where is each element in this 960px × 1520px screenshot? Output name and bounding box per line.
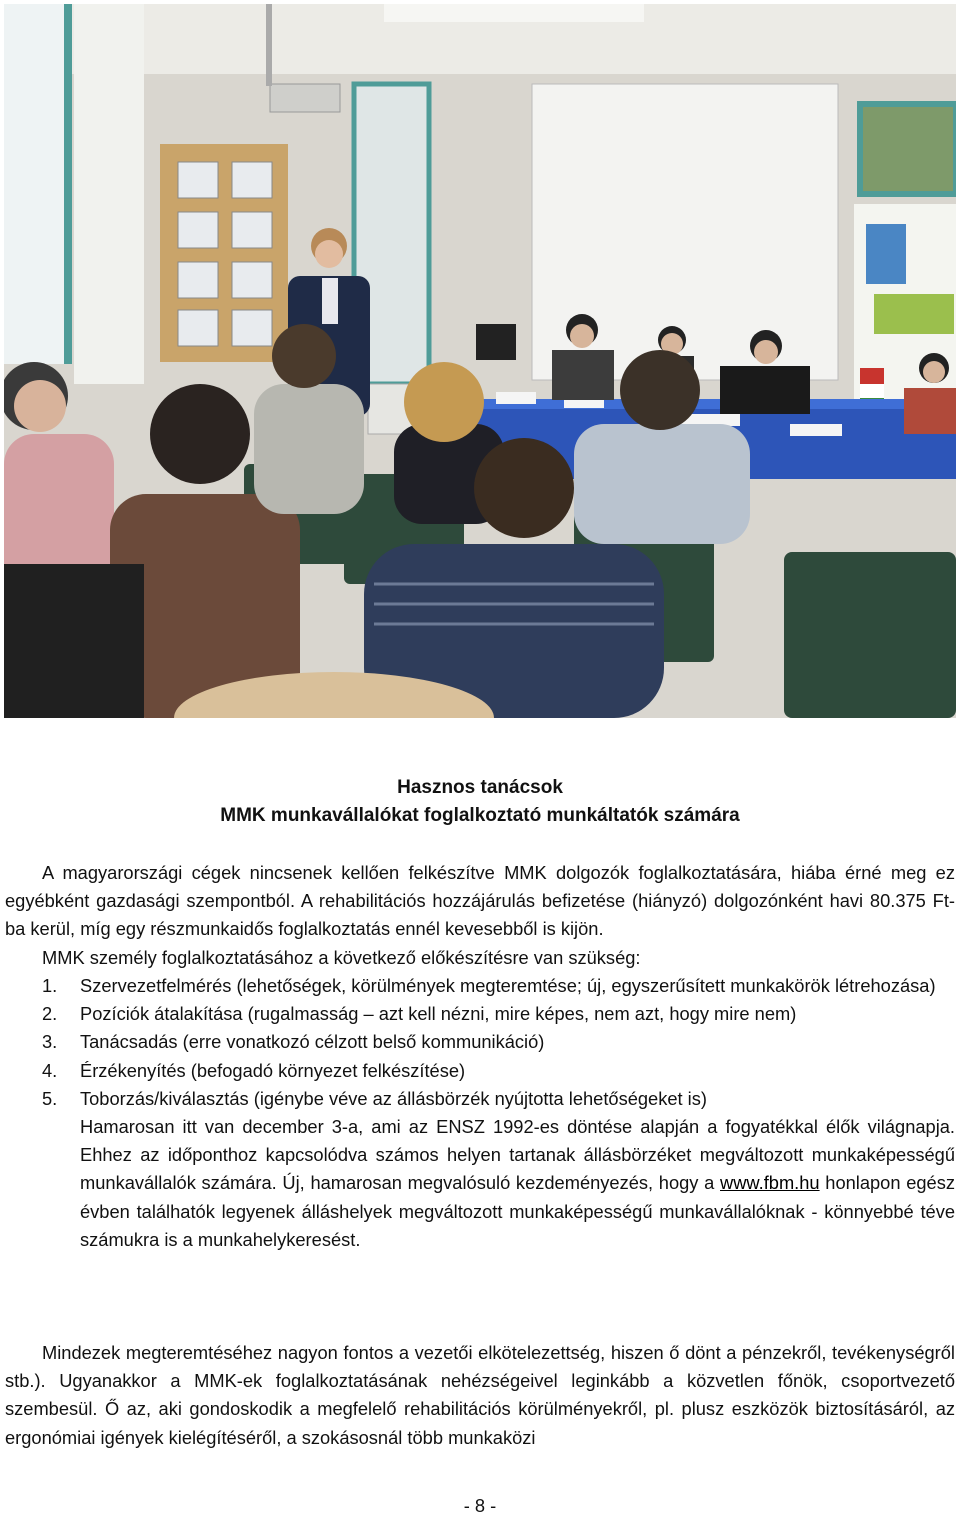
list-item bbox=[5, 1085, 955, 1254]
list-text: Tanácsadás (erre vonatkozó célzott belső kommunikáció) bbox=[80, 1031, 545, 1053]
page-number: - 8 - bbox=[463, 1495, 497, 1516]
list-number: 3. bbox=[42, 1031, 58, 1053]
item5-text-after-link: honlapon egész évben találhatók legyenek álláshelyek megváltozott munkaképességű munkavállalóknak - könnyebbé téve számukra is a munkahelykeresést. bbox=[80, 1172, 955, 1250]
list-item bbox=[5, 1057, 955, 1085]
list-text: Toborzás/kiválasztás (igénybe véve az állásbörzék nyújtotta lehetőségeket is) bbox=[80, 1087, 707, 1109]
list-text: Érzékenyítés (befogadó környezet felkészítése) bbox=[80, 1059, 466, 1081]
list-item bbox=[5, 1028, 955, 1056]
list-number: 1. bbox=[42, 975, 58, 996]
intro-paragraph bbox=[5, 859, 955, 972]
intro-text: A magyarországi cégek nincsenek kellően felkészítve MMK dolgozók foglalkoztatására, hiába érné meg ez egyébként gazdasági szempontból. A rehabilitációs hozzájárulás befizetése (hiányzó) dolgozónként havi 80.375 Ft-ba kerül, míg egy részmunkaidős foglalkoztatás ennél kevesebből is kijön. bbox=[5, 862, 955, 940]
list-item bbox=[5, 972, 955, 1000]
item5-extra-paragraph bbox=[80, 1113, 955, 1254]
heading-line-1: Hasznos tanácsok bbox=[397, 777, 563, 798]
conference-photo bbox=[4, 4, 956, 718]
list-text: Pozíciók átalakítása (rugalmasság – azt kell nézni, mire képes, nem azt, hogy mire nem) bbox=[80, 1003, 797, 1025]
list-number: 2. bbox=[42, 1003, 58, 1025]
heading-line-2: MMK munkavállalókat foglalkoztató munkáltatók számára bbox=[220, 805, 740, 826]
closing-paragraph: Mindezek megteremtéséhez nagyon fontos a vezetői elkötelezettség, hiszen ő dönt a pénzekről, tevékenységről stb.). Ugyanakkor a MMK-ek foglalkoztatásának nehézségeivel leginkább a közvetlen főnök, csoportvezető szembesül. Ő az, aki gondoskodik a megfelelő rehabilitációs körülményekről, pl. plusz eszközök biztosításáról, az ergonómiai igények kielégítéséről, a szokásosnál több munkaközi bbox=[5, 1342, 955, 1448]
list-text: Szervezetfelmérés (lehetőségek, körülmények megteremtése; új, egyszerűsített munkakörök létrehozása) bbox=[80, 975, 936, 996]
list-item bbox=[5, 1000, 955, 1028]
fbm-website-link[interactable]: www.fbm.hu bbox=[720, 1172, 820, 1194]
intro-last-line: MMK személy foglalkoztatásához a következő előkészítésre van szükség: bbox=[42, 946, 641, 968]
preparation-list bbox=[5, 972, 955, 1254]
list-number: 4. bbox=[42, 1059, 58, 1081]
item5-text-before-link: Hamarosan itt van december 3-a, ami az ENSZ 1992-es döntése alapján a fogyatékkal élők világnapja. Ehhez az időponthoz kapcsolódva számos helyen tartanak állásbörzéket megváltozott munkaképességű munkavállalók számára. Új, hamarosan megvalósuló kezdeményezés, hogy a bbox=[80, 1116, 955, 1194]
list-number: 5. bbox=[42, 1087, 58, 1109]
